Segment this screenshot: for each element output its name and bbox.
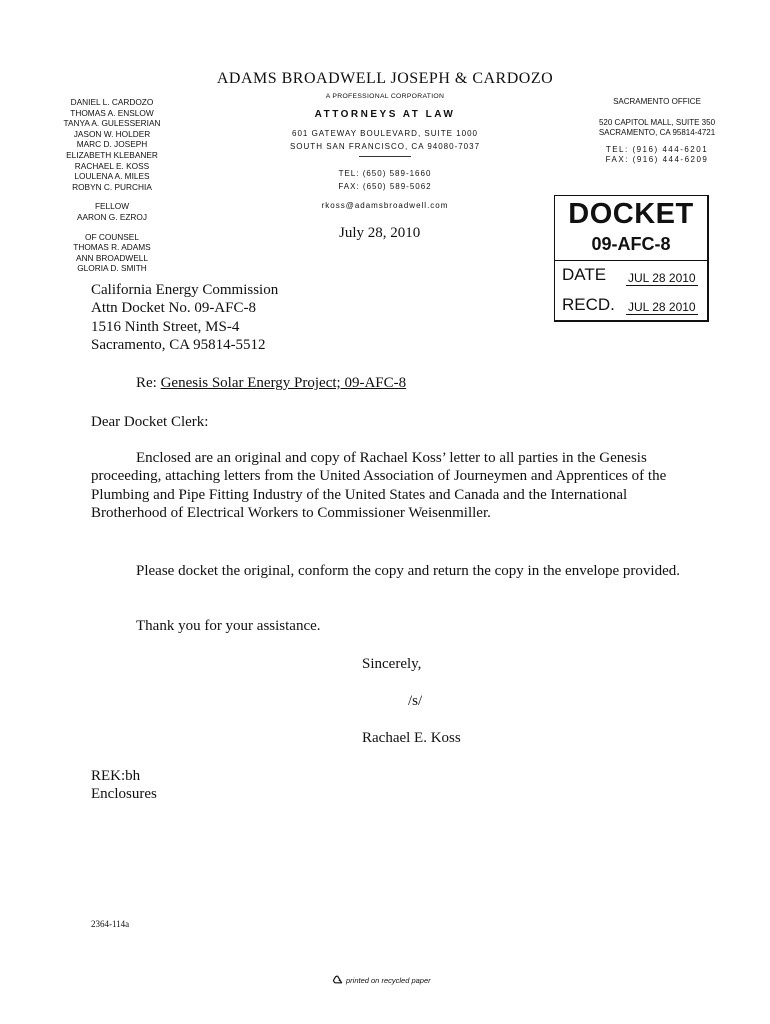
firm-name: ADAMS BROADWELL JOSEPH & CARDOZO bbox=[216, 70, 554, 87]
recycled-text: printed on recycled paper bbox=[346, 976, 431, 985]
partner-name: THOMAS A. ENSLOW bbox=[70, 107, 154, 118]
recycle-icon bbox=[332, 975, 343, 986]
firm-contact-block bbox=[260, 90, 510, 212]
docket-number: 09-AFC-8 bbox=[591, 234, 671, 254]
body-paragraph: Please docket the original, conform the copy and return the copy in the envelope provided. bbox=[136, 563, 680, 579]
body-paragraph: Enclosed are an original and copy of Rachael Koss’ letter to all parties in the Genesis proceeding, attaching letters from the United Association of Journeymen and Apprentices of the Plumbing and Pipe Fitting Industry of the United States and Canada and the International Brotherhood of Electrical Workers to Commissioner Weisenmiller. bbox=[91, 450, 667, 521]
date-label: DATE bbox=[562, 265, 607, 284]
partner-name: TANYA A. GULESSERIAN bbox=[63, 118, 161, 129]
fellow-name: AARON G. EZROJ bbox=[76, 211, 148, 222]
date-value: JUL 28 2010 bbox=[628, 271, 696, 285]
address-line: 601 GATEWAY BOULEVARD, SUITE 1000 bbox=[292, 129, 478, 138]
address-line: Attn Docket No. 09-AFC-8 bbox=[91, 300, 256, 317]
recd-value: JUL 28 2010 bbox=[628, 300, 696, 314]
of-counsel-name: THOMAS R. ADAMS bbox=[73, 242, 151, 253]
address-line: 1516 Ninth Street, MS-4 bbox=[91, 318, 240, 335]
email-address: rkoss@adamsbroadwell.com bbox=[321, 201, 449, 210]
of-counsel-name: GLORIA D. SMITH bbox=[77, 263, 147, 274]
phone-number: TEL: (650) 589-1660 bbox=[338, 169, 432, 178]
docket-stamp bbox=[554, 195, 709, 322]
attorneys-label: ATTORNEYS AT LAW bbox=[314, 109, 456, 120]
address-line: SOUTH SAN FRANCISCO, CA 94080-7037 bbox=[289, 142, 481, 151]
stamp-title: DOCKET bbox=[568, 198, 694, 230]
of-counsel-heading: OF COUNSEL bbox=[85, 231, 139, 242]
partner-name: LOULENA A. MILES bbox=[74, 171, 150, 182]
re-label: Re: bbox=[136, 375, 157, 391]
partner-name: ROBYN C. PURCHIA bbox=[72, 181, 152, 192]
header-divider bbox=[359, 156, 411, 157]
re-subject: Genesis Solar Energy Project; 09-AFC-8 bbox=[160, 375, 407, 391]
partner-name: JASON W. HOLDER bbox=[73, 128, 151, 139]
recd-label: RECD. bbox=[562, 295, 615, 314]
partner-name: MARC D. JOSEPH bbox=[76, 139, 148, 150]
signer-name: Rachael E. Koss bbox=[362, 730, 461, 746]
re-line bbox=[136, 374, 406, 392]
of-counsel-name: ANN BROADWELL bbox=[76, 252, 148, 263]
corporation-label: A PROFESSIONAL CORPORATION bbox=[325, 93, 445, 100]
address-line: Sacramento, CA 95814-5512 bbox=[91, 336, 266, 353]
recipient-address bbox=[91, 281, 278, 354]
enclosures-note: Enclosures bbox=[91, 786, 157, 803]
address-line: California Energy Commission bbox=[91, 282, 279, 298]
address-line: 520 CAPITOL MALL, SUITE 350 bbox=[598, 117, 716, 127]
office-title: SACRAMENTO OFFICE bbox=[613, 97, 701, 106]
initials-block bbox=[91, 767, 157, 804]
phone-number: TEL: (916) 444-6201 bbox=[605, 144, 709, 154]
fax-number: FAX: (916) 444-6209 bbox=[605, 155, 709, 164]
recycled-paper-note bbox=[332, 975, 431, 986]
fellow-heading: FELLOW bbox=[94, 201, 130, 212]
letter-date: July 28, 2010 bbox=[339, 225, 421, 241]
partner-name: RACHAEL E. KOSS bbox=[74, 160, 150, 171]
signature: /s/ bbox=[408, 693, 423, 709]
partner-name: ELIZABETH KLEBANER bbox=[66, 149, 158, 160]
closing: Sincerely, bbox=[362, 656, 422, 672]
stamp-divider bbox=[555, 260, 707, 261]
body-paragraph: Thank you for your assistance. bbox=[136, 618, 321, 634]
salutation: Dear Docket Clerk: bbox=[91, 414, 209, 430]
address-line: SACRAMENTO, CA 95814-4721 bbox=[598, 128, 716, 137]
sacramento-office-block bbox=[572, 97, 742, 166]
partner-name: DANIEL L. CARDOZO bbox=[70, 97, 154, 107]
partners-list bbox=[52, 97, 172, 274]
typist-initials: REK:bh bbox=[91, 768, 141, 784]
file-reference: 2364-114a bbox=[91, 919, 130, 929]
fax-number: FAX: (650) 589-5062 bbox=[338, 182, 432, 191]
